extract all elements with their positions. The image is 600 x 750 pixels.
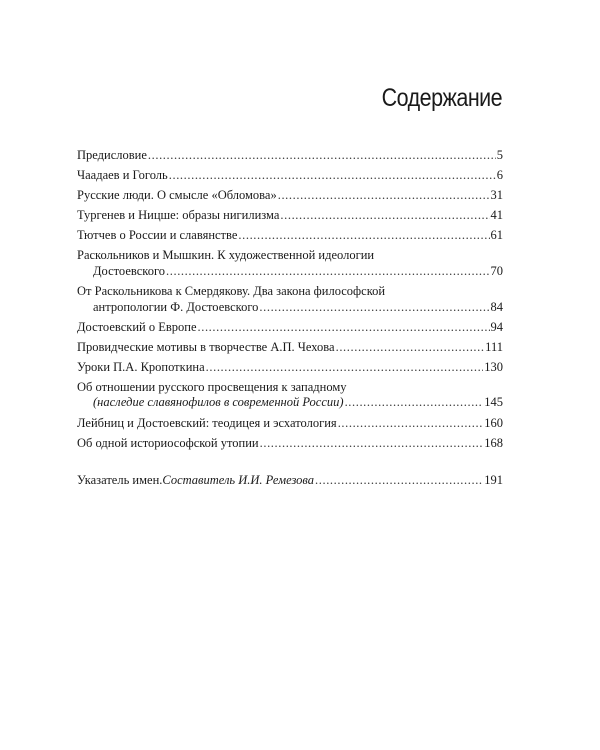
toc-entry-page: 41 <box>490 208 503 223</box>
toc-entry-title: Тургенев и Ницше: образы нигилизма <box>77 208 280 223</box>
toc-leader-dots <box>206 360 484 376</box>
toc-entry-page: 5 <box>496 148 503 162</box>
toc-leader-dots <box>166 264 489 280</box>
toc-entry <box>77 284 503 315</box>
toc-entry <box>77 148 503 164</box>
toc-entry-page: 84 <box>490 299 503 314</box>
toc-entry <box>77 168 503 184</box>
toc-entry <box>77 228 503 244</box>
toc-entry <box>77 436 503 452</box>
toc-entry-title: Об одной историософской утопии <box>77 435 259 450</box>
toc-entry-page: 94 <box>490 319 503 334</box>
toc-leader-dots <box>169 168 496 184</box>
toc-leader-dots <box>148 148 496 164</box>
toc-leader-dots <box>238 228 489 244</box>
toc-entry-title-continued: антропологии Ф. Достоевского <box>93 299 259 314</box>
toc-entry-page: 31 <box>490 188 503 203</box>
toc-entry-title-continued: Достоевского <box>93 263 166 278</box>
toc-leader-dots <box>338 416 484 432</box>
toc-entry-title: Тютчев о России и славянстве <box>77 228 238 243</box>
toc-entry-title: Раскольников и Мышкин. К художественной идеологии <box>77 248 375 263</box>
toc-entry-title: Лейбниц и Достоевский: теодицея и эсхатология <box>77 415 337 430</box>
toc-entry <box>77 360 503 376</box>
toc-entry <box>77 416 503 432</box>
toc-entry <box>77 320 503 336</box>
toc-entry-title: Провидческие мотивы в творчестве А.П. Чехова <box>77 339 335 354</box>
toc-entry-page: 70 <box>490 263 503 278</box>
toc-entry-page: 168 <box>484 435 503 450</box>
toc-entry-title-continued: (наследие славянофилов в современной России) <box>93 395 344 410</box>
index-compiler: Составитель И.И. Ремезова <box>162 473 315 488</box>
index-label: Указатель имен. <box>77 473 163 488</box>
toc-entry-page: 145 <box>484 395 503 410</box>
toc-leader-dots <box>345 395 484 411</box>
toc-entry-title: Уроки П.А. Кропоткина <box>77 359 205 374</box>
toc-leader-dots <box>259 300 489 316</box>
toc-entry-title: Русские люди. О смысле «Обломова» <box>77 188 277 203</box>
toc-index-entry <box>77 473 503 489</box>
table-of-contents <box>77 148 503 493</box>
page-title: Содержание <box>381 84 502 112</box>
toc-entry-page: 111 <box>485 339 503 354</box>
toc-entry-title: Об отношении русского просвещения к западному <box>77 379 347 394</box>
toc-entry-title: Достоевский о Европе <box>77 319 197 334</box>
toc-entry-title: Чаадаев и Гоголь <box>77 168 168 183</box>
toc-leader-dots <box>336 340 485 356</box>
toc-leader-dots <box>198 320 490 336</box>
toc-leader-dots <box>315 473 483 489</box>
toc-entry-page: 191 <box>484 473 503 488</box>
toc-entry <box>77 188 503 204</box>
toc-entry <box>77 248 503 279</box>
toc-entry-title: Предисловие <box>77 148 147 162</box>
toc-leader-dots <box>260 436 484 452</box>
toc-entry <box>77 380 503 411</box>
toc-entry-page: 130 <box>484 359 503 374</box>
toc-entry-page: 6 <box>496 168 503 183</box>
toc-leader-dots <box>278 188 490 204</box>
toc-leader-dots <box>280 208 489 224</box>
toc-entry <box>77 340 503 356</box>
toc-entry-page: 160 <box>484 415 503 430</box>
toc-entry-page: 61 <box>490 228 503 243</box>
toc-entry-title: От Раскольникова к Смердякову. Два закона философской <box>77 284 386 299</box>
toc-entry <box>77 208 503 224</box>
